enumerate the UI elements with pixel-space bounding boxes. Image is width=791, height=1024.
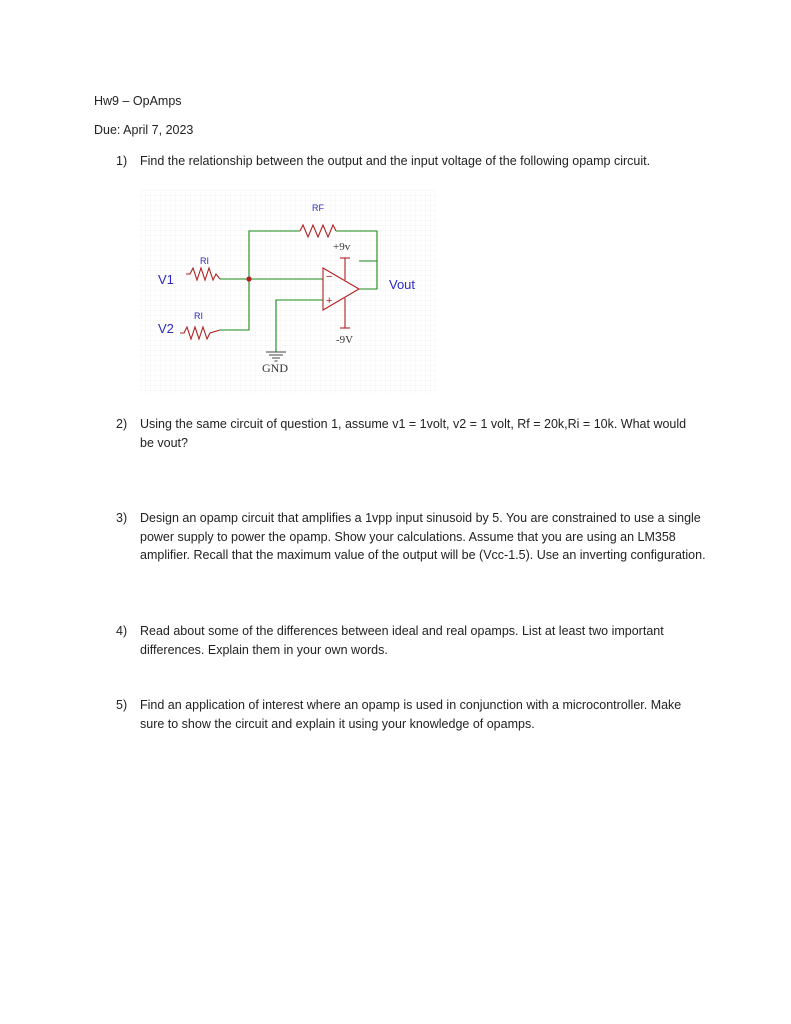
opamp-circuit-diagram bbox=[140, 190, 436, 394]
page-title: Hw9 – OpAmps bbox=[94, 94, 182, 108]
ri2-label: RI bbox=[194, 311, 203, 321]
junction-dot bbox=[246, 276, 251, 281]
opamp-plus-sign: + bbox=[326, 295, 333, 307]
question-number: 2) bbox=[116, 417, 128, 431]
question-text: Read about some of the differences between ideal and real opamps. List at least two important differences. Explain them in your own words. bbox=[140, 624, 664, 657]
v1-label: V1 bbox=[158, 272, 174, 287]
v2-label: V2 bbox=[158, 321, 174, 336]
vneg-label: -9V bbox=[336, 334, 354, 346]
question-number: 4) bbox=[116, 624, 128, 638]
ri1-label: RI bbox=[200, 256, 209, 266]
gnd-label: GND bbox=[262, 361, 288, 375]
vout-label: Vout bbox=[389, 277, 416, 292]
question-text: Find the relationship between the output and the input voltage of the following opamp circuit. bbox=[140, 154, 651, 168]
vpos-label: +9v bbox=[333, 241, 351, 253]
grid-background bbox=[140, 190, 436, 394]
rf-label: RF bbox=[312, 203, 324, 213]
opamp-minus-sign: − bbox=[326, 271, 333, 283]
question-text: Using the same circuit of question 1, assume v1 = 1volt, v2 = 1 volt, Rf = 20k,Ri = 10k. What would be vout? bbox=[140, 417, 687, 450]
due-date: Due: April 7, 2023 bbox=[94, 123, 194, 137]
question-number: 3) bbox=[116, 511, 128, 525]
question-text: Find an application of interest where an opamp is used in conjunction with a microcontroller. Make sure to show the circuit and explain it using your knowledge of opamps. bbox=[140, 698, 682, 731]
question-number: 5) bbox=[116, 698, 128, 712]
question-text: Design an opamp circuit that amplifies a 1vpp input sinusoid by 5. You are constrained to use a single power supply to power the opamp. Show your calculations. Assume that you are using an LM358 amplifier. Recall that the maximum value of the output will be (Vcc-1.5). Use an inverting configuration. bbox=[140, 511, 706, 563]
question-number: 1) bbox=[116, 154, 128, 168]
